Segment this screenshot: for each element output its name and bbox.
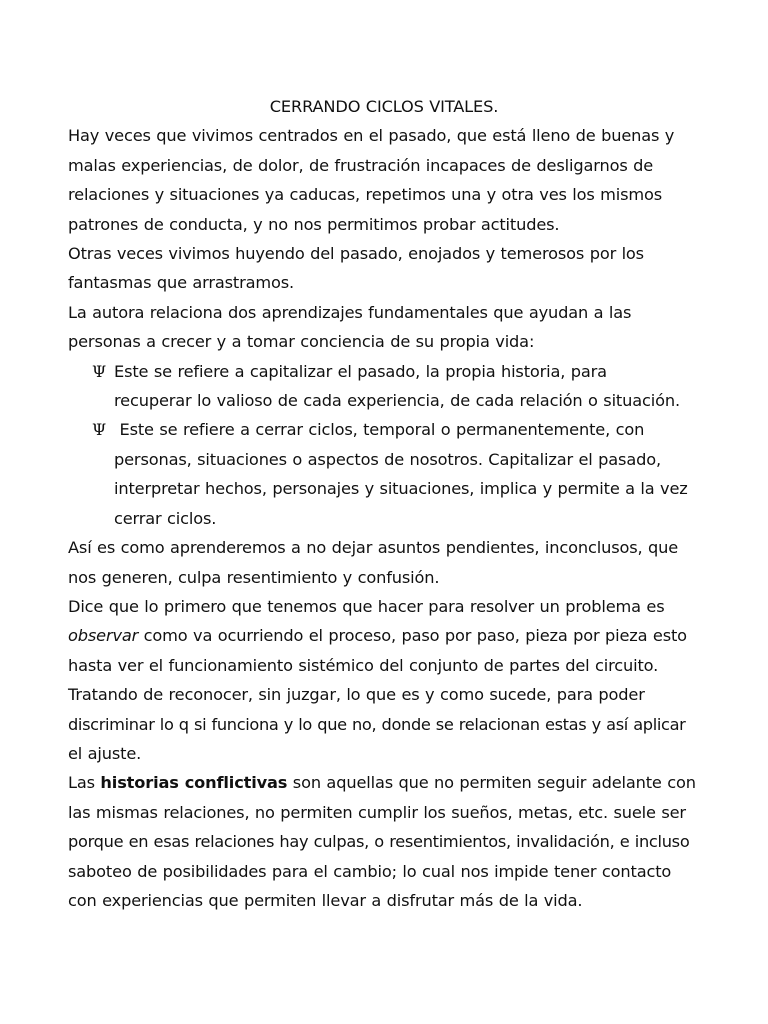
psi-bullet-icon: Ψ (92, 420, 107, 440)
psi-bullet-icon: Ψ (92, 361, 107, 381)
bold-phrase: historias conflictivas (100, 773, 288, 793)
emphasized-word: observar (68, 626, 139, 646)
paragraph-4 (68, 533, 708, 592)
text-line: Dice que lo primero que tenemos que hacer para resolver un problema es (68, 596, 665, 616)
text-line: fantasmas que arrastramos. (68, 273, 295, 293)
bullet-item-1 (68, 357, 708, 416)
paragraph-2 (68, 239, 708, 298)
text-line: recuperar lo valioso de cada experiencia, de cada relación o situación. (114, 391, 680, 411)
document-title: CERRANDO CICLOS VITALES. (269, 97, 499, 116)
text-line: Hay veces que vivimos centrados en el pasado, que está lleno de buenas y (68, 126, 675, 146)
text-line: Así es como aprenderemos a no dejar asuntos pendientes, inconclusos, que (68, 538, 679, 558)
text-line: personas a crecer y a tomar conciencia de su propia vida: (68, 332, 535, 352)
text-segment: son aquellas que no permiten seguir adelante con (287, 773, 696, 793)
bullet-item-2 (68, 415, 708, 533)
text-segment: como va ocurriendo el proceso, paso por paso, pieza por pieza esto (138, 626, 687, 646)
paragraph-3 (68, 298, 708, 357)
text-line: Otras veces vivimos huyendo del pasado, enojados y temerosos por los (68, 244, 644, 264)
text-line: malas experiencias, de dolor, de frustración incapaces de desligarnos de (68, 155, 654, 175)
text-line: personas, situaciones o aspectos de nosotros. Capitalizar el pasado, (114, 449, 661, 469)
text-line (68, 621, 708, 650)
paragraph-1 (68, 121, 708, 239)
paragraph-6 (68, 768, 708, 915)
text-line: Este se refiere a cerrar ciclos, temporal o permanentemente, con (114, 420, 645, 440)
text-line: con experiencias que permiten llevar a disfrutar más de la vida. (68, 890, 583, 910)
text-line: interpretar hechos, personajes y situaciones, implica y permite a la vez (114, 479, 688, 499)
text-line: cerrar ciclos. (114, 508, 217, 528)
text-line: patrones de conducta, y no nos permitimos probar actitudes. (68, 214, 560, 234)
text-line: el ajuste. (68, 743, 142, 763)
text-line: saboteo de posibilidades para el cambio; lo cual nos impide tener contacto (68, 861, 672, 881)
text-line: nos generen, culpa resentimiento y confusión. (68, 567, 440, 587)
text-line: relaciones y situaciones ya caducas, repetimos una y otra ves los mismos (68, 185, 663, 205)
paragraph-5 (68, 592, 708, 768)
text-line: Tratando de reconocer, sin juzgar, lo que es y como sucede, para poder (68, 685, 645, 705)
text-segment: Las (68, 773, 101, 793)
text-line: porque en esas relaciones hay culpas, o resentimientos, invalidación, e incluso (68, 832, 690, 852)
text-line: discriminar lo q si funciona y lo que no, donde se relacionan estas y así aplicar (68, 714, 686, 734)
text-line (68, 768, 708, 797)
document-body (68, 92, 708, 915)
text-line: La autora relaciona dos aprendizajes fundamentales que ayudan a las (68, 302, 632, 322)
text-line: las mismas relaciones, no permiten cumplir los sueños, metas, etc. suele ser (68, 802, 686, 822)
text-line: hasta ver el funcionamiento sistémico del conjunto de partes del circuito. (68, 655, 659, 675)
text-line: Este se refiere a capitalizar el pasado, la propia historia, para (114, 361, 607, 381)
